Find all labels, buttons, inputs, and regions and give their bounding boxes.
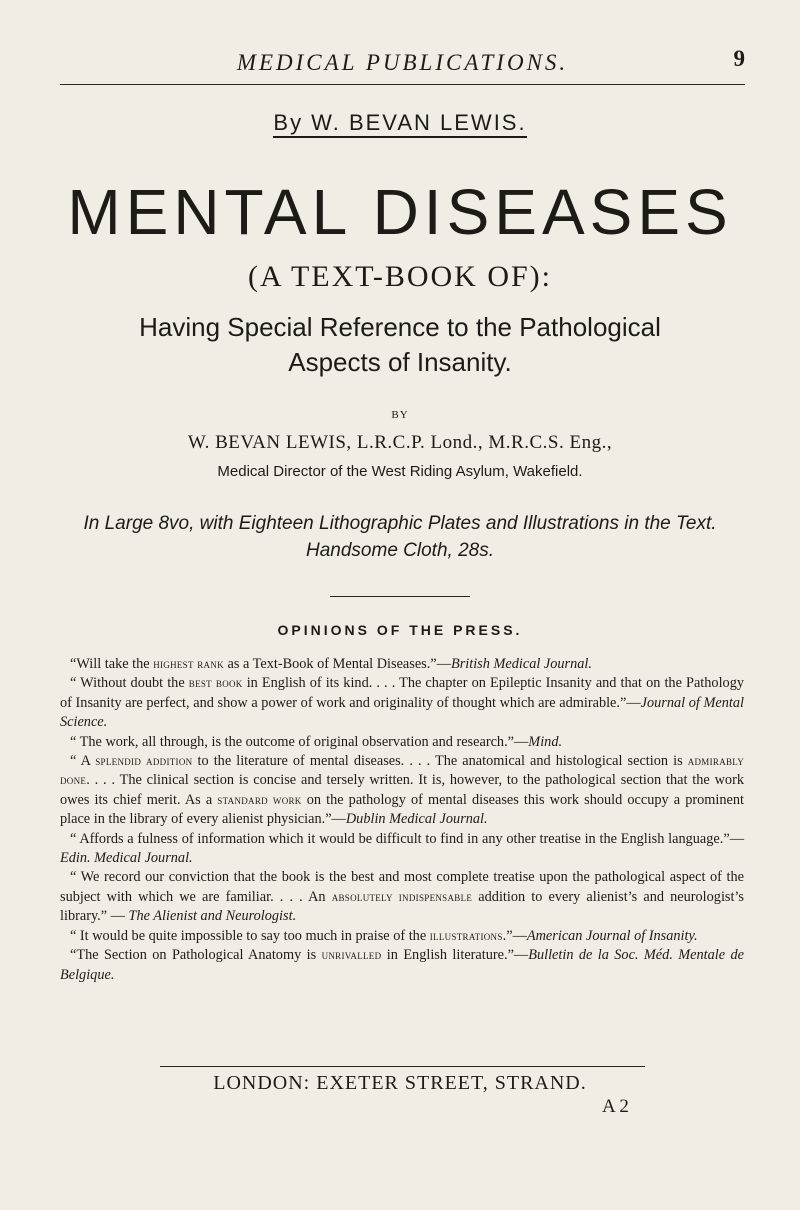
- footer-rule: [160, 1066, 645, 1067]
- quote-text: best book: [188, 676, 243, 691]
- quote-text: “ A: [70, 753, 96, 770]
- signature-mark: A 2: [602, 1096, 629, 1117]
- book-title: MENTAL DISEASES: [67, 176, 733, 248]
- press-heading: OPINIONS OF THE PRESS.: [277, 622, 523, 638]
- press-quote: [60, 946, 744, 985]
- edition-line-1: In Large 8vo, with Eighteen Lithographic Plates and Illustrations in the Text.: [83, 513, 717, 534]
- quote-text: .”—: [502, 927, 527, 944]
- byline-text: By W. BEVAN LEWIS.: [273, 110, 526, 138]
- quote-text: “ Without doubt the: [70, 675, 189, 692]
- press-quote: [60, 927, 744, 946]
- quote-source: Mind.: [528, 733, 563, 750]
- quote-text: “ We record our conviction that the book is the best and most complete treatise upon the pathological aspect of the subject with which we are familiar. . . . An: [60, 869, 744, 905]
- quote-source: The Alienist and Neurologist.: [128, 908, 297, 925]
- quote-text: addition to every alienist’s and neurologist’s library.” —: [60, 888, 744, 925]
- author-name: W. BEVAN LEWIS, L.R.C.P. Lond., M.R.C.S. Eng.,: [187, 432, 613, 453]
- quote-text: to the literature of mental diseases. . . . The anatomical and histological section is: [192, 753, 688, 770]
- quote-text: highest rank: [153, 657, 224, 671]
- quote-text: “ Affords a fulness of information which it would be difficult to find in any other treatise in the English language.”—: [70, 830, 744, 847]
- press-quote: [60, 674, 744, 732]
- quote-text: as a Text-Book of Mental Diseases.”—: [223, 656, 451, 672]
- quote-text: “ It would be quite impossible to say too much in praise of the: [70, 927, 430, 944]
- quote-source: Journal of Mental Science.: [60, 694, 744, 731]
- quote-text: in English of its kind. . . . The chapter on Epileptic Insanity and that on the Pathology of Insanity are perfect, and show a power of work and originality of thought which are admirable.”—: [60, 675, 744, 711]
- reference-line-1: Having Special Reference to the Pathological: [139, 312, 661, 342]
- quote-source: Bulletin de la Soc. Méd. Mentale de Belgique.: [60, 947, 745, 983]
- press-quote: [60, 655, 744, 674]
- quote-source: American Journal of Insanity.: [526, 927, 698, 944]
- publisher-address: LONDON: EXETER STREET, STRAND.: [213, 1072, 587, 1094]
- author-position: Medical Director of the West Riding Asylum, Wakefield.: [217, 463, 583, 480]
- reference-line-2: Aspects of Insanity.: [288, 347, 512, 377]
- quote-text: standard work: [217, 792, 302, 807]
- quote-text: admirably done: [60, 754, 745, 788]
- quote-text: splendid addition: [95, 754, 193, 769]
- quote-text: in English literature.”—: [381, 947, 529, 964]
- divider: [330, 596, 470, 597]
- running-head: [60, 44, 745, 85]
- page-number: 9: [733, 46, 745, 71]
- press-quote: [60, 868, 744, 926]
- book-subtitle: (A TEXT-BOOK OF):: [247, 260, 552, 293]
- quote-text: “ The work, all through, is the outcome of original observation and research.”—: [70, 733, 529, 750]
- press-quote: [60, 752, 744, 830]
- edition-info: [0, 510, 800, 564]
- quote-source: Dublin Medical Journal.: [345, 811, 488, 828]
- quote-text: “The Section on Pathological Anatomy is: [70, 947, 322, 964]
- quote-text: illustrations: [429, 928, 503, 943]
- quote-text: . . . . The clinical section is concise and tersely written. It is, however, to the pathological section that the work owes its chief merit. As a: [60, 772, 744, 808]
- byline: [0, 110, 800, 136]
- quote-text: unrivalled: [321, 948, 382, 963]
- quote-text: absolutely indispensable: [331, 889, 473, 904]
- edition-line-2: Handsome Cloth, 28s.: [306, 540, 494, 561]
- press-quote: [60, 733, 744, 752]
- by-label: BY: [391, 409, 409, 421]
- book-reference: [0, 310, 800, 380]
- quote-text: on the pathology of mental diseases this work should occupy a prominent place in the library of every alienist physician.”—: [60, 791, 744, 828]
- quote-source: Edin. Medical Journal.: [60, 850, 193, 867]
- press-quotes: [60, 655, 744, 985]
- press-quote: [60, 830, 744, 869]
- quote-source: British Medical Journal.: [450, 656, 592, 672]
- quote-text: “Will take the: [70, 656, 154, 672]
- running-title: MEDICAL PUBLICATIONS.: [236, 50, 569, 75]
